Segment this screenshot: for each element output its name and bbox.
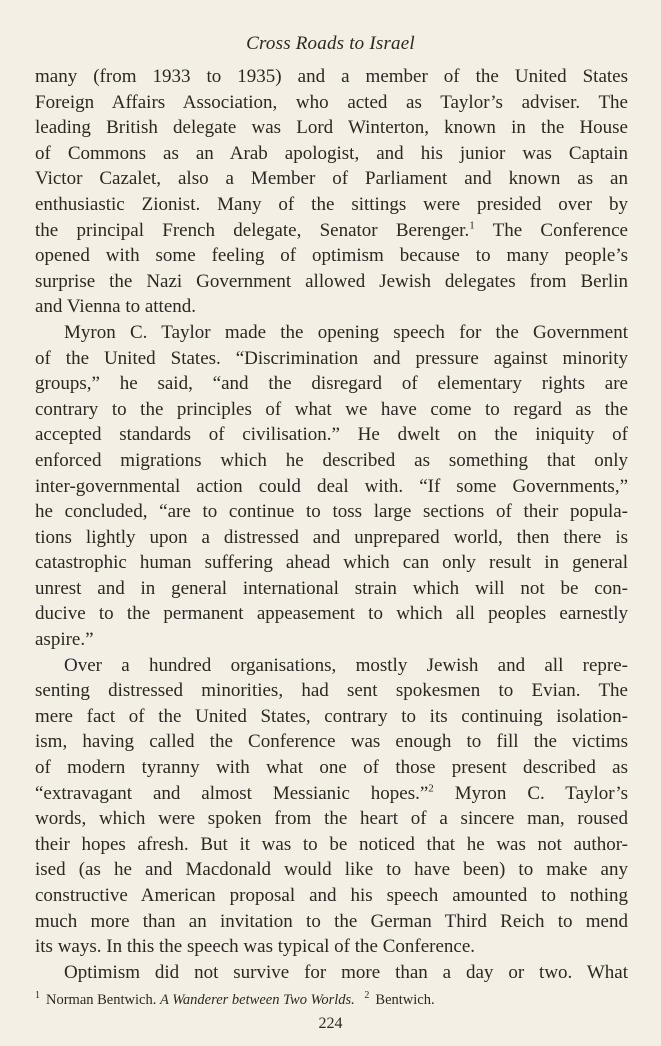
text-line: [35, 755, 628, 781]
text-line: [35, 397, 628, 423]
text-line: [35, 653, 628, 679]
line-text: ised (as he and Macdonald would like to have been) to make any: [35, 859, 628, 881]
text-line: [35, 141, 628, 167]
line-text: many (from 1933 to 1935) and a member of the United States: [35, 66, 628, 87]
text-line: [35, 525, 628, 551]
text-line: [35, 192, 628, 218]
text-line: [35, 883, 628, 909]
line-text: Foreign Affairs Association, who acted as Taylor’s adviser. The: [35, 91, 628, 113]
footnote: [35, 990, 635, 1009]
line-text: mere fact of the United States, contrary to its continuing isolation-: [35, 705, 628, 727]
body-text: [35, 64, 628, 985]
text-line: [35, 576, 628, 602]
text-line: [35, 499, 628, 525]
line-text: groups,” he said, “and the disregard of elementary rights are: [35, 373, 628, 395]
text-line: [35, 166, 628, 192]
line-text: Myron C. Taylor made the opening speech for the Government: [64, 321, 628, 343]
text-line: [35, 704, 628, 730]
line-text: enforced migrations which he described as something that only: [35, 449, 628, 471]
line-text: accepted standards of civilisation.” He dwelt on the iniquity of: [35, 424, 628, 446]
line-text-after: Myron C. Taylor’s: [433, 782, 628, 804]
line-text: ducive to the permanent appeasement to which all peoples earnestly: [35, 603, 628, 625]
text-line: [35, 90, 628, 116]
text-line: [35, 909, 628, 935]
line-text: leading British delegate was Lord Winterton, known in the House: [35, 117, 628, 139]
line-text: of the United States. “Discrimination and pressure against minority: [35, 347, 628, 369]
line-text: of Commons as an Arab apologist, and his junior was Captain: [35, 142, 628, 164]
line-text: their hopes afresh. But it was to be noticed that he was not author-: [35, 833, 628, 855]
line-text: the principal French delegate, Senator Berenger.: [35, 219, 470, 241]
line-text: much more than an invitation to the German Third Reich to mend: [35, 910, 628, 932]
footnote-author-2: Bentwich.: [375, 991, 435, 1008]
line-text: opened with some feeling of optimism because to many people’s: [35, 245, 628, 267]
footnote-author-1: Norman Bentwich.: [46, 991, 157, 1008]
text-line: [35, 729, 628, 755]
text-line: [35, 934, 628, 960]
footnote-mark-1: 1: [35, 990, 40, 1001]
footnote-reference: 2: [428, 782, 434, 795]
line-text: and Vienna to attend.: [35, 296, 197, 318]
text-line: [35, 243, 628, 269]
text-line: [35, 448, 628, 474]
line-text: inter-governmental action could deal with. “If some Governments,”: [35, 475, 628, 497]
line-text: “extravagant and almost Messianic hopes.”: [35, 782, 429, 804]
text-line: [35, 294, 628, 320]
footnote-title-1: A Wanderer between Two Worlds.: [159, 991, 355, 1008]
text-line: [35, 474, 628, 500]
line-text: unrest and in general international strain which will not be con-: [35, 577, 628, 599]
text-line: [35, 115, 628, 141]
line-text: he concluded, “are to continue to toss large sections of their popula-: [35, 501, 628, 523]
text-line: [35, 550, 628, 576]
line-text-after: The Conference: [474, 219, 628, 241]
text-line: [35, 320, 628, 346]
text-line: [35, 371, 628, 397]
text-line: [35, 678, 628, 704]
line-text: catastrophic human suffering ahead which can only result in general: [35, 552, 628, 574]
line-text: Over a hundred organisations, mostly Jewish and all repre-: [64, 654, 628, 676]
line-text: surprise the Nazi Government allowed Jewish delegates from Berlin: [35, 270, 628, 292]
text-line: [35, 832, 628, 858]
line-text: ism, having called the Conference was enough to fill the victims: [35, 731, 628, 753]
line-text: words, which were spoken from the heart of a sincere man, roused: [35, 808, 628, 830]
line-text: Optimism did not survive for more than a day or two. What: [64, 961, 628, 983]
text-line: [35, 346, 628, 372]
text-line: [35, 806, 628, 832]
page-number: 224: [318, 1015, 343, 1032]
text-line: [35, 422, 628, 448]
line-text: tions lightly upon a distressed and unprepared world, then there is: [35, 526, 628, 548]
text-line: [35, 960, 628, 986]
line-text: of modern tyranny with what one of those present described as: [35, 757, 628, 779]
line-text: enthusiastic Zionist. Many of the sittings were presided over by: [35, 193, 628, 215]
text-line: [35, 627, 628, 653]
line-text: Victor Cazalet, also a Member of Parliament and known as an: [35, 168, 628, 190]
text-line: [35, 781, 628, 807]
text-line: [35, 64, 628, 90]
text-line: [35, 269, 628, 295]
line-text: aspire.”: [35, 629, 94, 651]
running-head: Cross Roads to Israel: [246, 33, 415, 54]
footnote-mark-2: 2: [364, 990, 370, 1001]
text-line: [35, 218, 628, 244]
text-line: [35, 601, 628, 627]
text-line: [35, 857, 628, 883]
line-text: its ways. In this the speech was typical of the Conference.: [35, 936, 476, 958]
line-text: contrary to the principles of what we have come to regard as the: [35, 398, 628, 420]
footnote-reference: 1: [469, 219, 475, 232]
line-text: constructive American proposal and his speech amounted to nothing: [35, 885, 628, 906]
line-text: senting distressed minorities, had sent spokesmen to Evian. The: [35, 680, 628, 702]
